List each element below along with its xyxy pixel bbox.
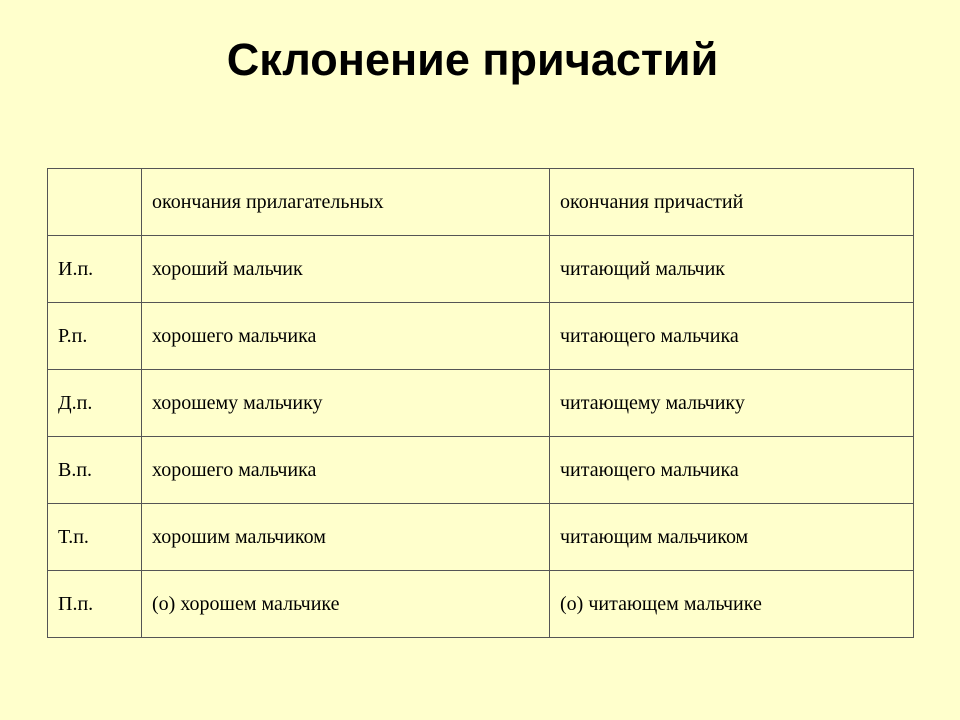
adjective-cell: хороший мальчик <box>142 236 550 303</box>
case-cell: В.п. <box>48 437 142 504</box>
table-header-row <box>48 169 914 236</box>
participle-cell: читающий мальчик <box>550 236 914 303</box>
participle-cell: читающим мальчиком <box>550 504 914 571</box>
case-cell: Д.п. <box>48 370 142 437</box>
header-participle-cell: окончания причастий <box>550 169 914 236</box>
adjective-cell: (о) хорошем мальчике <box>142 571 550 638</box>
participle-cell: (о) читающем мальчике <box>550 571 914 638</box>
case-cell: И.п. <box>48 236 142 303</box>
declension-table <box>47 168 914 638</box>
case-cell: Р.п. <box>48 303 142 370</box>
table-row <box>48 303 914 370</box>
table-row <box>48 236 914 303</box>
adjective-cell: хорошему мальчику <box>142 370 550 437</box>
table-row <box>48 370 914 437</box>
adjective-cell: хорошего мальчика <box>142 303 550 370</box>
table-row <box>48 504 914 571</box>
participle-cell: читающему мальчику <box>550 370 914 437</box>
table-row <box>48 571 914 638</box>
case-cell: Т.п. <box>48 504 142 571</box>
participle-cell: читающего мальчика <box>550 303 914 370</box>
slide-title: Склонение причастий <box>226 34 719 85</box>
header-adjective-cell: окончания прилагательных <box>142 169 550 236</box>
participle-cell: читающего мальчика <box>550 437 914 504</box>
case-cell: П.п. <box>48 571 142 638</box>
adjective-cell: хорошим мальчиком <box>142 504 550 571</box>
header-case-cell <box>48 169 142 236</box>
adjective-cell: хорошего мальчика <box>142 437 550 504</box>
table-row <box>48 437 914 504</box>
